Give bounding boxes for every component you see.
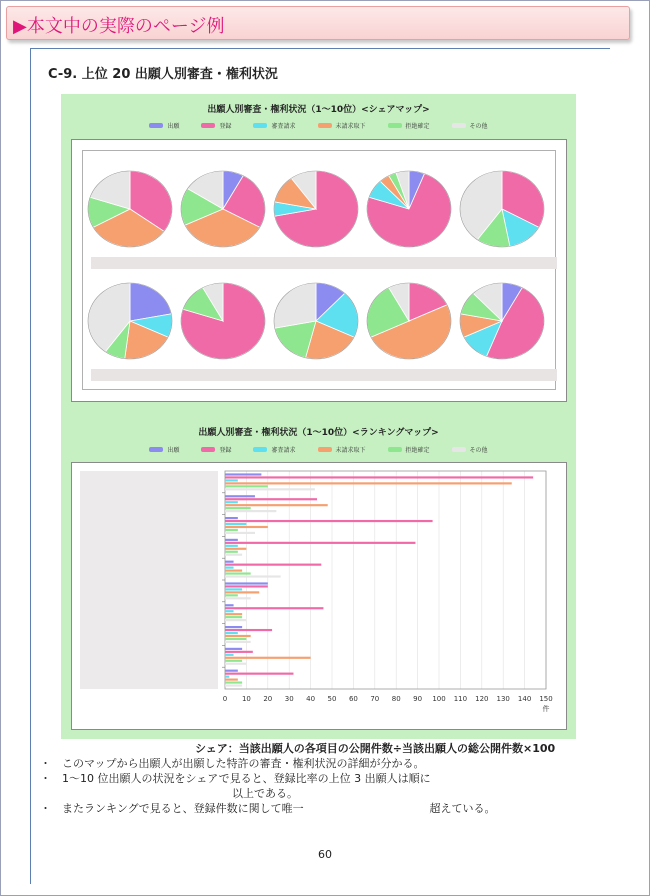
legend-swatch [388,123,402,128]
legend-label: 審査請求 [271,123,296,130]
bar [225,510,276,512]
x-tick-label: 30 [284,695,294,703]
bullet-line [40,801,600,816]
x-unit-label: 件 [542,705,550,713]
header-rule [30,48,610,49]
x-tick-label: 120 [475,695,489,703]
legend-swatch [201,447,215,452]
bar [225,641,251,643]
x-tick-label: 10 [241,695,251,703]
bullet-mark: ・ [40,757,51,770]
x-tick-label: 0 [222,695,228,703]
bar [225,517,238,519]
bar [225,473,261,475]
legend-swatch [388,447,402,452]
bar [225,476,533,478]
bar [225,604,234,606]
legend-label: 出願 [167,447,180,454]
bar [225,507,251,509]
bar [225,648,242,650]
legend-item [388,121,430,130]
bar [225,495,255,497]
bar [225,657,311,659]
legend-swatch [452,447,466,452]
bar [225,570,242,572]
ranking-map-legend [61,445,576,454]
legend-item [253,121,295,130]
x-tick-label: 130 [496,695,510,703]
bar [225,582,268,584]
bullet-text: 1～10 位出願人の状況をシェアで見ると、登録比率の上位 3 出願人は順に [62,772,431,785]
legend-swatch [452,123,466,128]
bar [225,597,251,599]
chart-panel [61,94,576,739]
x-tick-label: 40 [306,695,316,703]
legend-label: 未請求取下 [335,123,366,130]
bar [225,594,238,596]
x-tick-label: 90 [413,695,423,703]
bullet-text: またランキングで見ると、登録件数に関して唯一 超えている。 [62,802,496,815]
bar [225,651,253,653]
legend-label: 審査請求 [271,447,296,454]
legend-item [388,445,430,454]
ranking-map-svg [72,463,568,731]
legend-label: 未請求取下 [335,447,366,454]
bar [225,488,315,490]
x-tick-label: 80 [391,695,401,703]
bar [225,591,259,593]
x-tick-label: 60 [348,695,358,703]
legend-swatch [318,447,332,452]
legend-swatch [149,123,163,128]
share-map-title: 出願人別審査・権利状況（1～10位）<シェアマップ> [207,105,430,115]
bar [225,545,238,547]
legend-item [318,445,366,454]
legend-item [253,445,295,454]
bar [225,654,234,656]
section-title: C-9. 上位 20 出願人別審査・権利状況 [48,67,278,82]
bullet-mark: ・ [40,802,51,815]
x-tick-label: 150 [539,695,553,703]
bar [225,548,246,550]
bar [225,564,321,566]
bar [225,539,238,541]
bar [225,554,242,556]
bar [225,610,234,612]
bullet-mark: ・ [40,772,51,785]
bar [225,542,415,544]
bar [225,561,234,563]
bar [225,526,268,528]
pie-label-strip [91,257,557,269]
bullet-list [40,756,600,816]
legend-label: その他 [469,447,488,454]
share-map-svg [83,151,557,391]
bullet-line [40,771,600,786]
bar [225,575,281,577]
banner-title: ▶本文中の実際のページ例 [13,16,225,37]
legend-item [201,445,231,454]
legend-item [201,121,231,130]
legend-label: 登録 [219,123,232,130]
share-map-box [71,139,567,402]
bar [225,629,272,631]
bar [225,679,238,681]
bullet-text: このマップから出願人が出願した特許の審査・権利状況の詳細が分かる。 [62,757,425,770]
bar [225,572,251,574]
bar [225,607,323,609]
legend-label: 拒絶確定 [405,447,430,454]
legend-item [318,121,366,130]
legend-swatch [318,123,332,128]
plot-frame [225,471,546,689]
bar [225,523,246,525]
bullet-text: 以上である。 [232,787,298,800]
legend-label: 登録 [219,447,232,454]
bar [225,532,255,534]
share-map-legend [61,121,576,130]
x-tick-label: 110 [453,695,468,703]
bullet-line [40,756,600,771]
bar [225,670,238,672]
legend-label: 拒絶確定 [405,123,430,130]
bar [225,626,242,628]
x-tick-label: 20 [263,695,273,703]
bar [225,638,246,640]
bar [225,632,238,634]
bar-label-area [80,471,218,689]
bar [225,616,242,618]
legend-swatch [149,447,163,452]
x-tick-label: 50 [327,695,337,703]
legend-swatch [253,447,267,452]
bar [225,504,328,506]
bar [225,498,317,500]
legend-label: その他 [469,123,488,130]
bar [225,479,238,481]
bar [225,501,238,503]
x-tick-label: 100 [432,695,446,703]
bar [225,551,238,553]
legend-label: 出願 [167,123,180,130]
bar [225,588,242,590]
bar [225,619,246,621]
bar [225,567,234,569]
page-number: 60 [318,848,332,861]
bar [225,613,242,615]
bar [225,673,293,675]
bar [225,485,268,487]
margin-line [30,48,31,884]
bar [225,482,512,484]
bar [225,681,242,683]
legend-swatch [201,123,215,128]
bar [225,676,229,678]
bar [225,520,433,522]
ranking-map-title: 出願人別審査・権利状況（1～10位）<ランキングマップ> [198,428,439,438]
legend-swatch [253,123,267,128]
bar [225,635,251,637]
bar [225,684,242,686]
chart-caption: シェア：当該出願人の各項目の公開件数÷当該出願人の総公開件数×100 [195,742,556,755]
x-tick-label: 140 [517,695,532,703]
x-tick-label: 70 [370,695,380,703]
legend-item [452,121,488,130]
legend-item [149,121,179,130]
pie-label-strip [91,369,557,381]
ranking-map-box [71,462,567,730]
page-banner [6,6,630,40]
bar [225,660,242,662]
bar [225,663,246,665]
bar [225,529,238,531]
legend-item [452,445,488,454]
legend-item [149,445,179,454]
pie-slice [274,283,316,328]
bullet-mark [40,786,62,801]
bar [225,585,268,587]
share-map-plot [82,150,556,390]
bullet-line [40,786,600,801]
